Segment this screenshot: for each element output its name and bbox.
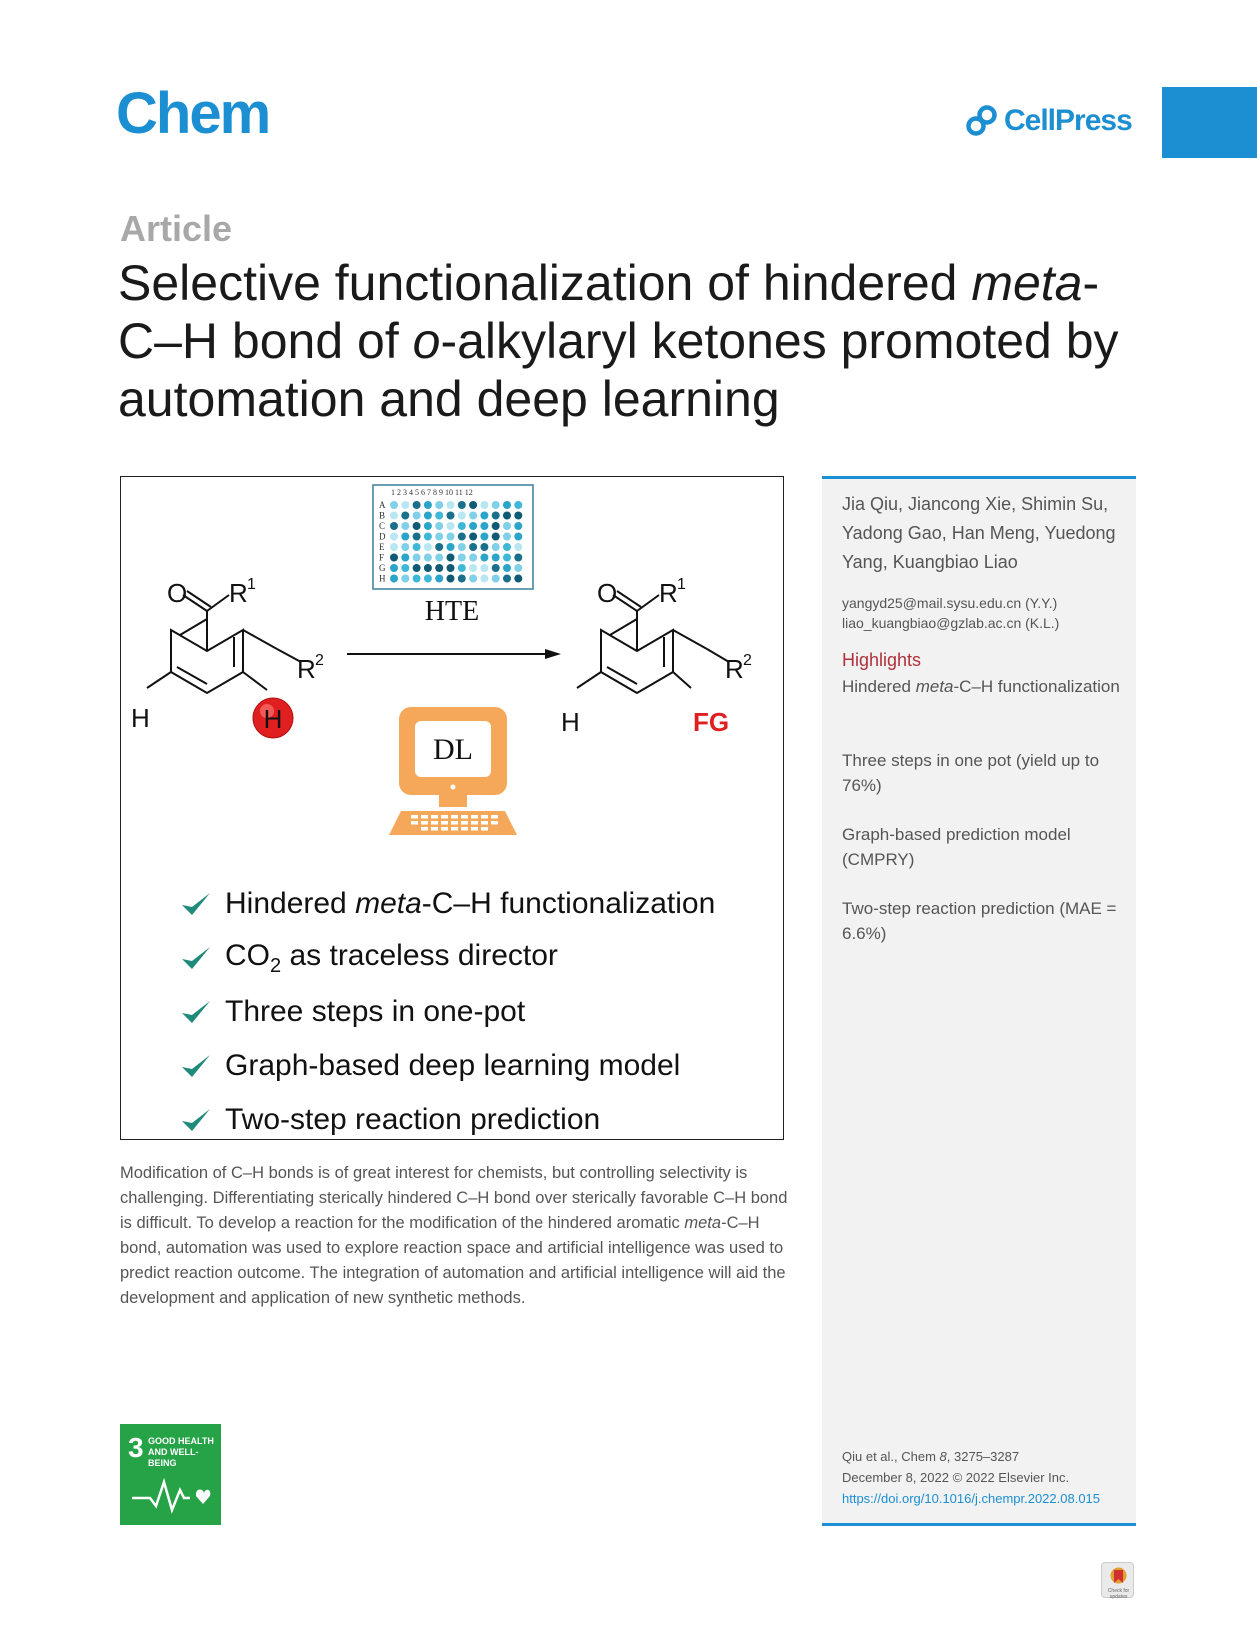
plate-well (458, 554, 466, 562)
plate-row-label: E (379, 542, 385, 552)
summary-paragraph: Modification of C–H bonds is of great interest for chemists, but controlling selectivity is challenging. Differentiating sterically hindered C–H bond over sterically favorable C–H bond is difficult. To develop a reaction for the modification of the hindered aromatic meta-C–H bond, automation was used to explore reaction space and artificial intelligence was used to predict reaction outcome. The integration of automation and artificial intelligence will aid the development and application of new synthetic methods. (120, 1164, 788, 1307)
plate-well (390, 501, 398, 509)
plate-well (492, 554, 500, 562)
keyboard-key (461, 821, 468, 825)
plate-well (514, 512, 522, 520)
checkmark-icon (179, 887, 213, 921)
keyboard-key (431, 815, 438, 819)
plate-well (503, 554, 511, 562)
plate-well (492, 512, 500, 520)
plate-well (492, 564, 500, 572)
product-r2-superscript: 2 (743, 652, 752, 669)
graphical-abstract-bullets (179, 877, 715, 1147)
plate-well (447, 575, 455, 583)
doi-link[interactable]: https://doi.org/10.1016/j.chempr.2022.08.015 (842, 1491, 1101, 1506)
plate-well (503, 533, 511, 541)
bullet-item (179, 1093, 715, 1147)
product-functional-group: FG (693, 707, 730, 737)
product-h: H (561, 707, 580, 737)
bullet-text: Two-step reaction prediction (225, 1103, 601, 1136)
keyboard-key (481, 821, 488, 825)
reactant-r2-superscript: 2 (315, 652, 324, 669)
keyboard-key (461, 827, 468, 831)
plate-well (514, 564, 522, 572)
plate-well (447, 501, 455, 509)
keyboard-key (471, 821, 478, 825)
plate-well (480, 512, 488, 520)
plate-well (401, 575, 409, 583)
plate-well (401, 554, 409, 562)
plate-well (458, 533, 466, 541)
product-r2: R (725, 654, 744, 684)
check-updates-label: Check for updates (1107, 1588, 1130, 1600)
plate-well (447, 554, 455, 562)
citation-block (842, 1446, 1100, 1509)
citation-line: Qiu et al., Chem 8, 3275–3287 (842, 1449, 1020, 1464)
keyboard-key (451, 821, 458, 825)
plate-well (514, 543, 522, 551)
highlight-item: Two-step reaction prediction (MAE = 6.6%) (842, 899, 1117, 943)
plate-well (480, 575, 488, 583)
keyboard-key (431, 821, 438, 825)
checkmark-icon (179, 941, 213, 975)
article-title: Selective functionalization of hindered meta-C–H bond of o-alkylaryl ketones promoted by automation and deep learning (118, 255, 1119, 427)
plate-row-label: B (379, 510, 386, 521)
plate-well (458, 543, 466, 551)
plate-well (469, 501, 477, 509)
keyboard-key (461, 815, 468, 819)
computer-icon (389, 707, 517, 835)
plate-well (390, 543, 398, 551)
plate-well (503, 564, 511, 572)
plate-well (413, 575, 421, 583)
plate-well (514, 533, 522, 541)
journal-color-tab (1162, 87, 1257, 158)
plate-well (514, 522, 522, 530)
plate-well (435, 533, 443, 541)
highlight-item: Graph-based prediction model (CMPRY) (842, 825, 1071, 869)
plate-well (424, 575, 432, 583)
plate-well (458, 522, 466, 530)
plate-well (469, 522, 477, 530)
plate-well (514, 554, 522, 562)
bullet-text: Graph-based deep learning model (225, 1049, 681, 1082)
plate-well (458, 575, 466, 583)
reaction-arrow-head (545, 649, 561, 659)
plate-well (401, 564, 409, 572)
plate-well (435, 543, 443, 551)
plate-well (424, 543, 432, 551)
plate-well (413, 554, 421, 562)
plate-well (435, 575, 443, 583)
cellpress-logo[interactable] (966, 104, 1132, 138)
sdg-label: GOOD HEALTH AND WELL-BEING (148, 1436, 214, 1468)
product-oxygen: O (597, 578, 618, 608)
plate-well (413, 512, 421, 520)
bullet-item (179, 877, 715, 931)
plate-row-label: A (379, 500, 386, 510)
plate-well (447, 564, 455, 572)
plate-well (413, 564, 421, 572)
plate-well (424, 501, 432, 509)
plate-well (435, 512, 443, 520)
email-link[interactable]: liao_kuangbiao@gzlab.ac.cn (K.L.) (842, 615, 1060, 631)
plate-well (514, 575, 522, 583)
keyboard-key (421, 821, 428, 825)
keyboard-key (471, 815, 478, 819)
plate-well (469, 533, 477, 541)
author-list: Jia Qiu, Jiancong Xie, Shimin Su, Yadong Gao, Han Meng, Yuedong Yang, Kuangbiao Liao (842, 494, 1116, 572)
plate-well (447, 533, 455, 541)
plate-well (469, 575, 477, 583)
checkmark-icon (179, 995, 213, 1029)
reactant-h: H (131, 703, 150, 733)
keyboard-key (411, 815, 418, 819)
plate-row-label: G (379, 563, 386, 573)
reactant-r1: R (229, 578, 248, 608)
plate-well (435, 522, 443, 530)
bullet-text: Hindered meta-C–H functionalization (225, 887, 716, 920)
keyboard-key (421, 827, 428, 831)
bullet-text: $CO_2$ as traceless director (225, 938, 558, 977)
plate-well (401, 512, 409, 520)
keyboard-key (451, 827, 458, 831)
plate-well (390, 564, 398, 572)
keyboard-keys (411, 815, 498, 831)
product-r1: R (659, 578, 678, 608)
plate-row-label: H (379, 573, 386, 584)
reactant-r1-superscript: 1 (247, 576, 256, 593)
plate-well (390, 533, 398, 541)
plate-row-label: F (379, 552, 385, 563)
plate-well (458, 501, 466, 509)
plate-well (413, 501, 421, 509)
plate-well (503, 575, 511, 583)
plate-well (458, 564, 466, 572)
bullet-item (179, 985, 715, 1039)
plate-well (401, 501, 409, 509)
publication-date: December 8, 2022 © 2022 Elsevier Inc. (842, 1470, 1070, 1485)
plate-well (390, 522, 398, 530)
plate-well (469, 554, 477, 562)
checkmark-icon (179, 1049, 213, 1083)
graphical-abstract (120, 476, 784, 1140)
dl-label: DL (433, 733, 473, 766)
plate-row-label: C (379, 521, 386, 531)
plate-well (447, 522, 455, 530)
correspondence-emails (842, 593, 1059, 633)
info-sidebar (822, 476, 1136, 1526)
bullet-item (179, 931, 715, 985)
plate-row-label: D (379, 531, 386, 542)
article-type-label: Article (120, 208, 233, 249)
plate-well (480, 533, 488, 541)
plate-well (480, 554, 488, 562)
plate-well (503, 501, 511, 509)
cellpress-mark-icon (966, 105, 998, 137)
plate-well (424, 533, 432, 541)
plate-well (424, 564, 432, 572)
plate-well (390, 575, 398, 583)
highlight-item: Three steps in one pot (yield up to 76%) (842, 751, 1100, 795)
plate-well (492, 533, 500, 541)
bookmark-icon (1109, 1566, 1128, 1586)
bullet-text: Three steps in one-pot (225, 995, 526, 1028)
plate-well (458, 512, 466, 520)
plate-well (390, 554, 398, 562)
email-link[interactable]: yangyd25@mail.sysu.edu.cn (Y.Y.) (842, 595, 1058, 611)
plate-well (503, 512, 511, 520)
keyboard-key (441, 821, 448, 825)
plate-well (480, 522, 488, 530)
plate-well (390, 512, 398, 520)
plate-well (447, 512, 455, 520)
check-for-updates-badge[interactable] (1101, 1562, 1134, 1598)
highlight-item: Hindered meta-C–H functionalization (842, 677, 1120, 696)
journal-logo[interactable]: Chem (116, 81, 270, 146)
plate-well (480, 501, 488, 509)
highlights-heading: Highlights (842, 650, 922, 670)
plate-well (514, 501, 522, 509)
plate-well (424, 512, 432, 520)
product-r1-superscript: 1 (677, 576, 686, 593)
bullet-item (179, 1039, 715, 1093)
plate-well (424, 554, 432, 562)
keyboard-key (481, 815, 488, 819)
reactant-r2: R (297, 654, 316, 684)
keyboard-key (411, 821, 418, 825)
plate-well (424, 522, 432, 530)
reactant-target-h: H (263, 704, 283, 734)
keyboard-key (491, 815, 498, 819)
keyboard-key (451, 815, 458, 819)
plate-well (413, 543, 421, 551)
heartbeat-icon (130, 1476, 212, 1514)
plate-well (435, 501, 443, 509)
plate-well (492, 501, 500, 509)
keyboard-key (491, 821, 498, 825)
hte-plate-icon (373, 485, 533, 589)
plate-well (401, 522, 409, 530)
plate-well (401, 543, 409, 551)
keyboard-key (441, 815, 448, 819)
sdg-number: 3 (128, 1432, 144, 1463)
plate-well (435, 554, 443, 562)
plate-well (503, 522, 511, 530)
keyboard-key (431, 827, 438, 831)
plate-well (480, 543, 488, 551)
plate-well (447, 543, 455, 551)
sidebar-bottom-rule (822, 1523, 1136, 1526)
keyboard-key (481, 827, 488, 831)
plate-well (492, 575, 500, 583)
plate-well (492, 522, 500, 530)
checkmark-icon (179, 1103, 213, 1137)
reactant-oxygen: O (167, 578, 188, 608)
keyboard-key (421, 815, 428, 819)
plate-well (480, 564, 488, 572)
plate-well (469, 543, 477, 551)
keyboard-key (471, 827, 478, 831)
plate-well (413, 533, 421, 541)
keyboard-key (441, 827, 448, 831)
plate-column-labels: 1 2 3 4 5 6 7 8 9 10 11 12 (391, 488, 473, 497)
plate-well (469, 564, 477, 572)
sdg-goal-badge[interactable] (120, 1424, 221, 1525)
plate-well (435, 564, 443, 572)
plate-well (401, 533, 409, 541)
hte-label: HTE (424, 596, 480, 627)
plate-well (503, 543, 511, 551)
plate-well (492, 543, 500, 551)
cellpress-wordmark: CellPress (1004, 104, 1132, 137)
plate-well (413, 522, 421, 530)
plate-well (469, 512, 477, 520)
